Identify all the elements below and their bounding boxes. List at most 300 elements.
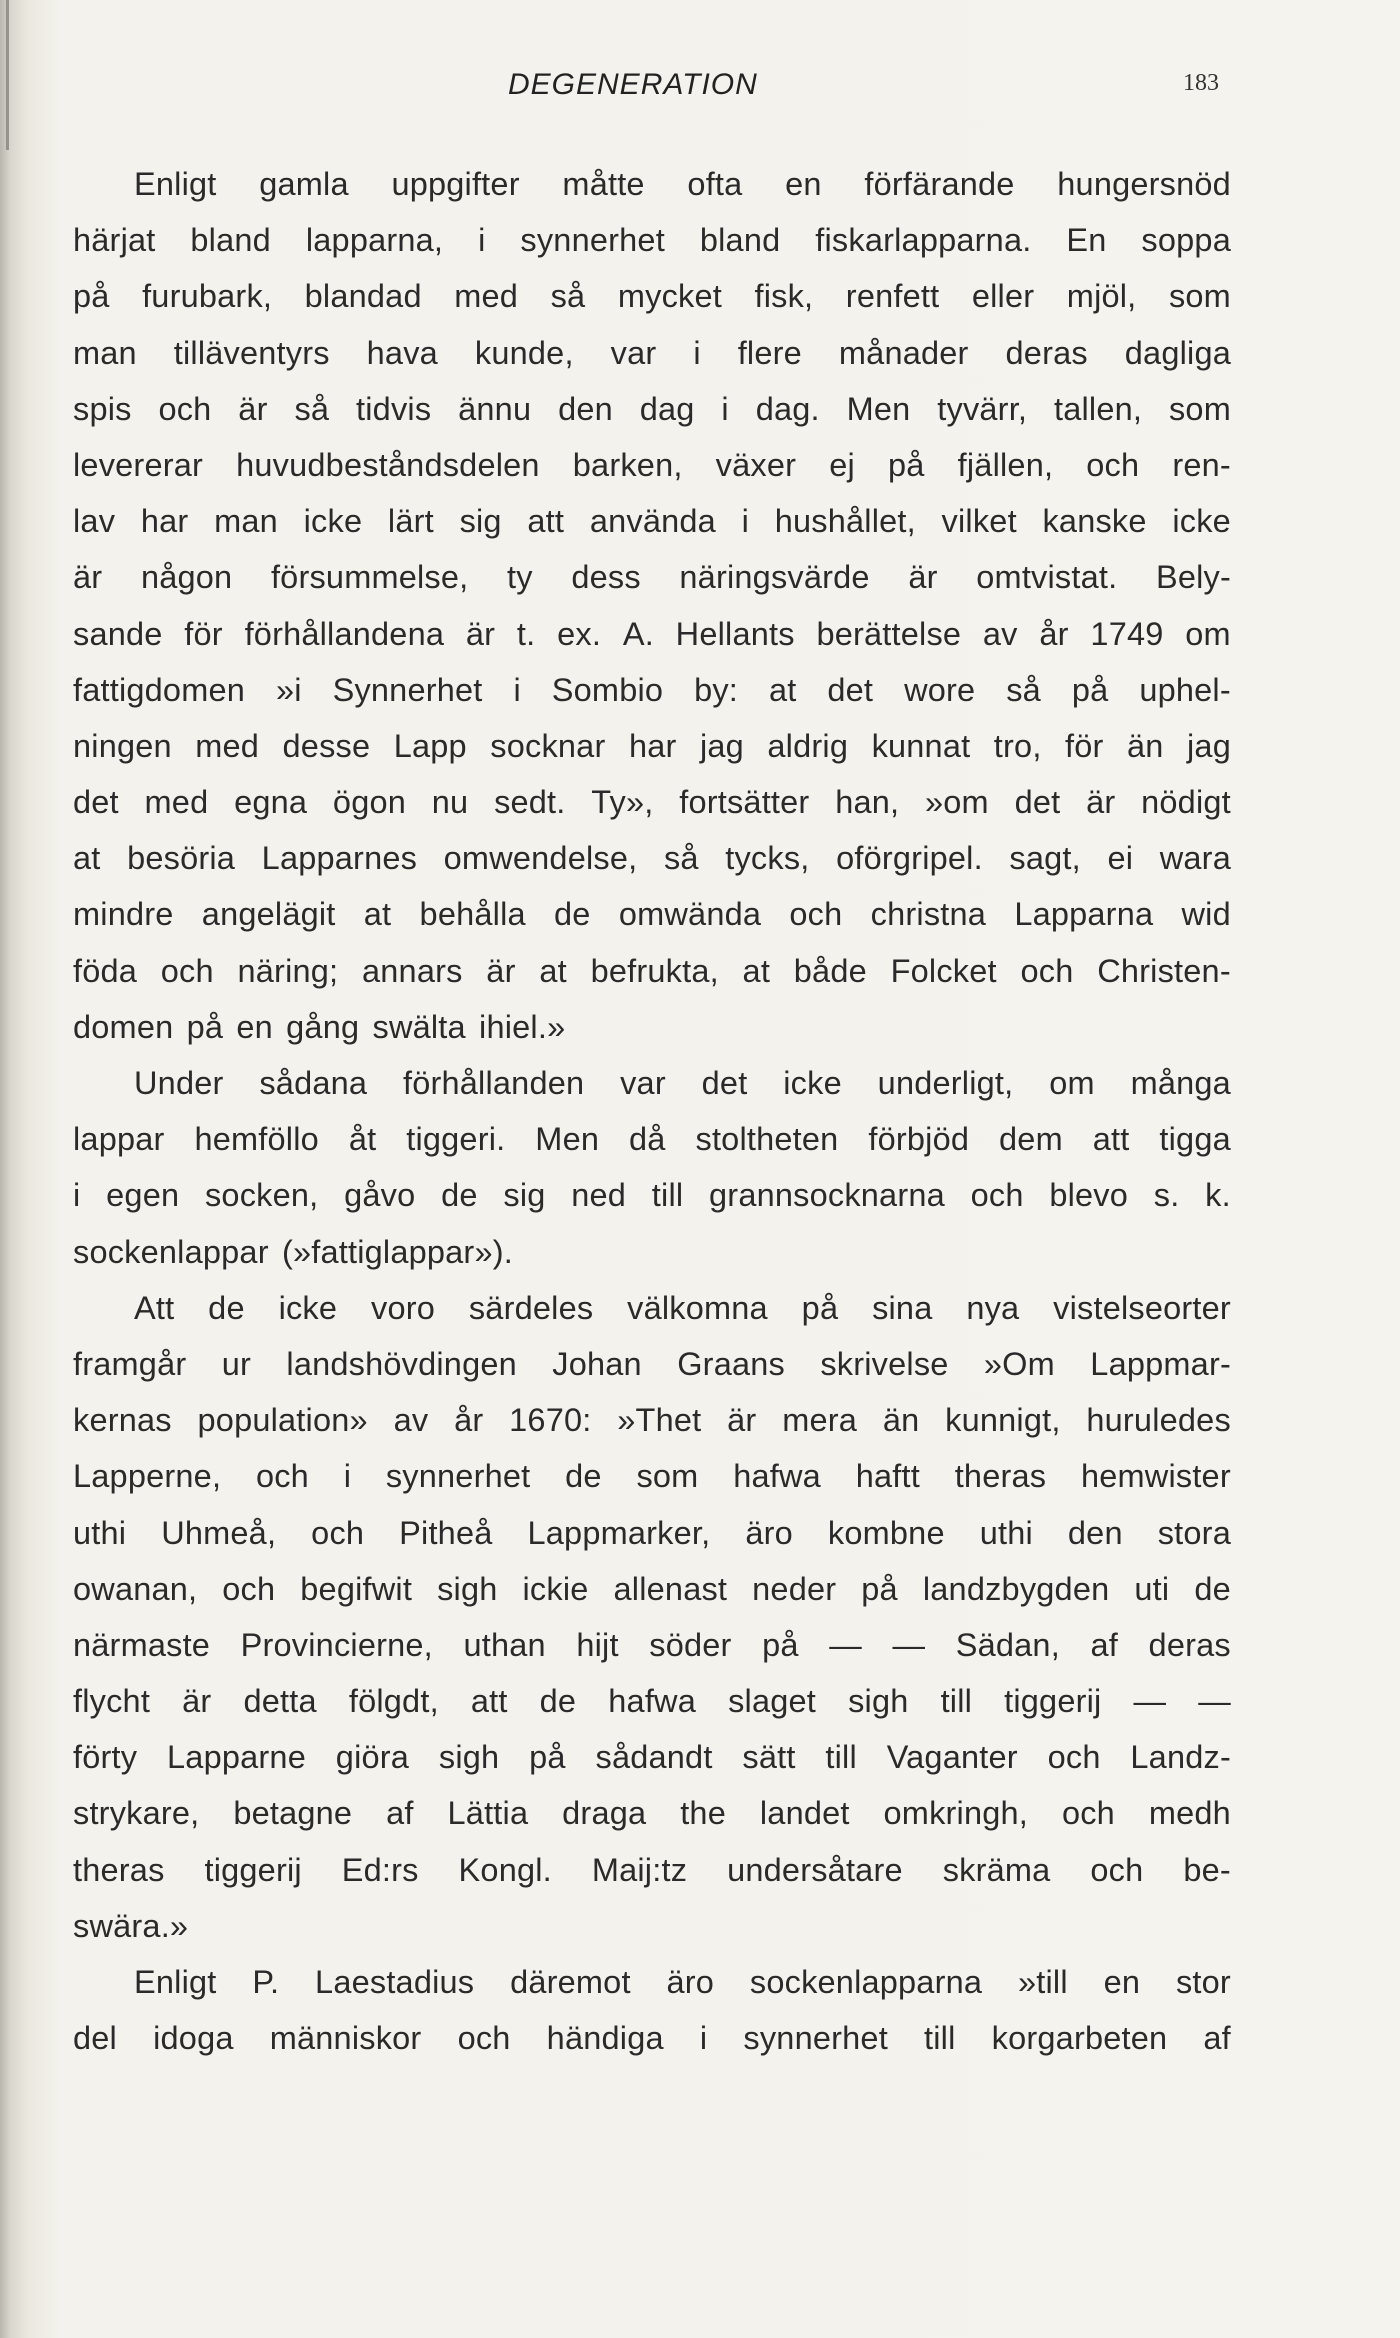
word: har	[140, 503, 189, 540]
word: dag	[639, 390, 695, 427]
text-line	[73, 1842, 1231, 1898]
word: och	[1047, 1739, 1101, 1776]
word: sina	[872, 1289, 933, 1326]
word: ickie	[522, 1570, 589, 1607]
word: sig	[503, 1177, 546, 1214]
word: by:	[694, 671, 739, 708]
word: blandad	[304, 278, 422, 315]
word: —	[829, 1626, 862, 1663]
word: man	[214, 503, 278, 540]
word: deras	[1005, 334, 1088, 371]
word: mjöl,	[1066, 278, 1137, 315]
word: ren-	[1172, 446, 1231, 483]
word: »om	[925, 784, 989, 821]
word: särdeles	[468, 1289, 594, 1326]
word: —	[1133, 1683, 1167, 1720]
word: förhållandena	[244, 615, 445, 652]
text-line	[73, 1055, 1231, 1111]
word: hushållet,	[774, 503, 916, 540]
word: Men	[535, 1121, 600, 1158]
word: nya	[966, 1289, 1020, 1326]
word: at	[768, 671, 797, 708]
text-line	[73, 662, 1231, 718]
word: på	[529, 1739, 566, 1776]
word: Graans	[677, 1345, 785, 1382]
word: är	[727, 1402, 757, 1439]
word: —	[1198, 1683, 1231, 1720]
word: En	[1066, 222, 1107, 259]
word: de	[208, 1289, 245, 1326]
word: till	[940, 1683, 973, 1720]
text-line	[73, 1954, 1231, 2010]
word: fölgdt,	[348, 1683, 439, 1720]
word: en	[1103, 1964, 1141, 2000]
word: lapparna,	[305, 222, 444, 259]
word: och	[970, 1177, 1024, 1214]
word: det	[827, 671, 874, 708]
word: af	[1090, 1626, 1118, 1663]
word: synnerhet	[743, 2020, 888, 2057]
word: uthan	[463, 1626, 546, 1663]
word: landzbygden	[922, 1570, 1110, 1607]
word: kombne	[827, 1514, 945, 1551]
word: vilket	[941, 503, 1017, 540]
word: Ty»,	[591, 784, 654, 821]
word: äro	[745, 1514, 793, 1551]
word: stor	[1175, 1964, 1231, 2000]
word: sigh	[438, 1739, 500, 1776]
text-line	[73, 1280, 1231, 1336]
word: stora	[1157, 1514, 1231, 1551]
word: om	[1185, 615, 1231, 652]
word: icke	[783, 1065, 842, 1101]
word: wid	[1181, 896, 1231, 933]
word: Lapparne	[167, 1739, 306, 1776]
word: deras	[1148, 1626, 1231, 1663]
word: för	[1065, 727, 1104, 764]
word: ögon	[332, 784, 407, 821]
word: Lapp	[393, 727, 467, 764]
text-line	[73, 1392, 1231, 1448]
word: i	[721, 390, 729, 427]
word: vistelseorter	[1053, 1289, 1231, 1326]
word: skrivelse	[820, 1345, 949, 1382]
word: furubark,	[142, 278, 273, 315]
word: skräma	[942, 1851, 1051, 1888]
word: Sädan,	[955, 1626, 1060, 1663]
word: har	[628, 727, 677, 764]
word: Provincierne,	[240, 1626, 433, 1663]
word: annars	[362, 952, 463, 989]
word: icke	[1172, 503, 1231, 540]
word: Hellants	[675, 615, 795, 652]
word: näring;	[237, 952, 339, 989]
text-line	[73, 437, 1231, 493]
word: icke	[278, 1289, 338, 1326]
word: —	[892, 1626, 926, 1663]
word: än	[882, 1402, 920, 1439]
word: befrukta,	[590, 952, 719, 989]
word: uthi	[73, 1514, 127, 1551]
word: förbjöd	[868, 1121, 970, 1158]
word: fiskarlapparna.	[815, 222, 1032, 259]
word: theras	[73, 1851, 165, 1888]
word: så	[663, 840, 699, 877]
word: det	[701, 1065, 748, 1101]
word: åt	[348, 1121, 377, 1158]
word: i	[343, 1458, 352, 1495]
word: föda	[73, 952, 138, 989]
word: kunde,	[474, 334, 574, 371]
word: synnerhet	[385, 1458, 531, 1495]
word: sigh	[437, 1570, 498, 1607]
word: hemföllo	[194, 1121, 319, 1158]
word: den	[558, 390, 613, 427]
body-text	[73, 156, 1231, 2066]
word: at	[363, 896, 392, 933]
word: levererar	[73, 446, 204, 483]
word: så	[1006, 671, 1041, 708]
word: uti	[1134, 1570, 1170, 1607]
word: så	[294, 390, 330, 427]
word: fortsätter	[679, 784, 810, 821]
word: Synnerhet	[332, 671, 483, 708]
word: för	[184, 615, 223, 652]
word: förhållanden	[402, 1065, 585, 1101]
word: undersåtare	[727, 1851, 903, 1888]
word: var	[610, 334, 657, 371]
word: Lappmarker,	[527, 1514, 711, 1551]
word: de	[554, 896, 591, 933]
word: icke	[303, 503, 363, 540]
word: han,	[835, 784, 900, 821]
word: Lapparnes	[261, 840, 418, 877]
word: av	[982, 615, 1018, 652]
word: korgarbeten	[991, 2020, 1168, 2057]
word: be-	[1183, 1851, 1231, 1888]
word: ur	[221, 1345, 252, 1382]
word: det	[1014, 784, 1061, 821]
word: Under	[134, 1065, 224, 1101]
word: Sombio	[551, 671, 664, 708]
word: synnerhet	[520, 222, 665, 259]
word: flere	[737, 334, 802, 371]
word: Johan	[552, 1345, 642, 1382]
word: uthi	[979, 1514, 1033, 1551]
word: tilläventyrs	[173, 334, 330, 371]
text-line	[73, 718, 1231, 774]
word: slaget	[728, 1683, 817, 1720]
word: månader	[838, 334, 969, 371]
word: theras	[954, 1458, 1047, 1495]
word: och	[158, 390, 212, 427]
word: på	[801, 1289, 839, 1326]
word: som	[636, 1458, 699, 1495]
running-head	[0, 68, 1400, 108]
text-line	[73, 549, 1231, 605]
text-line	[73, 156, 1231, 212]
word: del	[73, 2020, 117, 2057]
word: tidvis	[356, 390, 432, 427]
word: sagt,	[1009, 840, 1081, 877]
word: berättelse	[816, 615, 962, 652]
word: de	[1194, 1570, 1231, 1607]
word: grannsocknarna	[709, 1177, 945, 1214]
word: och	[457, 2020, 511, 2057]
word: ofta	[687, 166, 743, 202]
word: på	[762, 1626, 799, 1663]
word: fisk,	[754, 278, 814, 315]
word: medh	[1148, 1795, 1231, 1832]
word: population»	[197, 1402, 368, 1439]
word: sådana	[259, 1065, 368, 1101]
word: växer	[715, 446, 797, 483]
word: desse	[282, 727, 371, 764]
word: och	[789, 896, 843, 933]
word: Pitheå	[399, 1514, 493, 1551]
word: söder	[649, 1626, 732, 1663]
word: händiga	[546, 2020, 664, 2057]
word: bland	[699, 222, 781, 259]
word: en	[785, 166, 822, 202]
word: af	[386, 1795, 414, 1832]
word: tiggerij	[1004, 1683, 1102, 1720]
word: ex.	[557, 615, 602, 652]
word: at	[742, 952, 771, 989]
word: mycket	[617, 278, 722, 315]
word: betagne	[233, 1795, 353, 1832]
text-line	[73, 774, 1231, 830]
word: »i	[275, 671, 302, 708]
word: är	[1086, 784, 1116, 821]
word: Folcket	[890, 952, 997, 989]
word: förty	[73, 1739, 138, 1776]
word: förfärande	[864, 166, 1015, 202]
word: Lättia	[447, 1795, 529, 1832]
word: de	[565, 1458, 602, 1495]
word: behålla	[419, 896, 526, 933]
text-line	[73, 1673, 1231, 1729]
word: det	[73, 784, 119, 821]
word: med	[195, 727, 260, 764]
word: nu	[431, 784, 469, 821]
word: härjat	[73, 222, 156, 259]
word: hungersnöd	[1057, 166, 1231, 202]
word: tiggerij	[204, 1851, 302, 1888]
word: ningen	[73, 727, 172, 764]
text-line	[73, 325, 1231, 381]
word: huruledes	[1086, 1402, 1231, 1439]
word: då	[629, 1121, 666, 1158]
word: gamla	[259, 166, 349, 202]
word: på	[861, 1570, 898, 1607]
word: hijt	[576, 1626, 619, 1663]
word: i	[699, 2020, 708, 2057]
word: någon	[140, 559, 233, 596]
text-line	[73, 1111, 1231, 1167]
word: om	[1049, 1065, 1095, 1101]
word: aldrig	[767, 727, 849, 764]
word: lärt	[387, 503, 434, 540]
word: ei	[1107, 840, 1134, 877]
word: Uhmeå,	[161, 1514, 277, 1551]
text-line	[73, 1785, 1231, 1841]
word: angelägit	[201, 896, 336, 933]
word: besöria	[127, 840, 236, 877]
word: på	[73, 278, 110, 315]
word: Laestadius	[315, 1964, 475, 2000]
word: försummelse,	[270, 559, 469, 596]
word: Kongl.	[458, 1851, 552, 1888]
text-line	[73, 1561, 1231, 1617]
word: i	[693, 334, 701, 371]
word: allenast	[613, 1570, 728, 1607]
word: Enligt	[134, 166, 217, 202]
word: A.	[622, 615, 654, 652]
word: och	[255, 1458, 309, 1495]
word: hafwa	[733, 1458, 821, 1495]
word: än	[1127, 727, 1164, 764]
word: och	[1086, 446, 1140, 483]
word: the	[680, 1795, 726, 1832]
word: är	[73, 559, 103, 596]
word: »Om	[983, 1345, 1055, 1382]
word: ty	[507, 559, 533, 596]
word: P.	[252, 1964, 280, 2000]
word: sådandt	[595, 1739, 713, 1776]
word: stoltheten	[695, 1121, 839, 1158]
word: i	[513, 671, 521, 708]
word: fjällen,	[957, 446, 1054, 483]
word: sig	[459, 503, 502, 540]
word: tycks,	[725, 840, 810, 877]
word: Bely-	[1155, 559, 1231, 596]
text-line	[73, 1167, 1231, 1223]
word: Enligt	[134, 1964, 217, 2000]
word: i	[741, 503, 750, 540]
word: eller	[971, 278, 1035, 315]
text-line	[73, 943, 1231, 999]
word: på	[1071, 671, 1109, 708]
word: välkomna	[627, 1289, 768, 1326]
word: däremot	[510, 1964, 631, 2000]
word: ännu	[458, 390, 532, 427]
word: dess	[571, 559, 641, 596]
text-line: sockenlappar (»fattiglappar»).	[73, 1233, 513, 1270]
word: är	[465, 615, 496, 652]
word: tallen,	[1054, 390, 1143, 427]
text-line	[73, 1336, 1231, 1392]
word: var	[620, 1065, 666, 1101]
word: t.	[516, 615, 536, 652]
word: idoga	[153, 2020, 234, 2057]
text-line	[73, 1729, 1231, 1785]
word: begifwit	[300, 1570, 413, 1607]
word: Ed:rs	[341, 1851, 419, 1888]
word: omwendelse,	[443, 840, 638, 877]
word: så	[550, 278, 586, 315]
word: kunnat	[871, 727, 971, 764]
word: och	[222, 1570, 276, 1607]
word: till	[924, 2020, 956, 2057]
word: sockenlapparna	[749, 1964, 983, 2000]
word: soppa	[1141, 222, 1231, 259]
word: de	[539, 1683, 577, 1720]
word: kunnigt,	[945, 1402, 1061, 1439]
word: både	[793, 952, 867, 989]
word: ej	[829, 446, 855, 483]
word: att	[1092, 1121, 1130, 1158]
text-line	[73, 1505, 1231, 1561]
word: Christen-	[1097, 952, 1231, 989]
word: till	[825, 1739, 857, 1776]
word: oförgripel.	[836, 840, 983, 877]
word: bland	[190, 222, 271, 259]
word: flycht	[73, 1683, 151, 1720]
word: Att	[134, 1289, 175, 1326]
word: kernas	[73, 1402, 172, 1439]
text-line: domen på en gång swälta ihiel.»	[73, 1008, 566, 1045]
word: wore	[904, 671, 976, 708]
word: owanan,	[73, 1570, 198, 1607]
word: omtvistat.	[976, 559, 1118, 596]
word: strykare,	[73, 1795, 200, 1832]
word: man	[73, 334, 137, 371]
word: människor	[269, 2020, 422, 2057]
word: hava	[366, 334, 438, 371]
word: christna	[870, 896, 987, 933]
word: landet	[759, 1795, 850, 1832]
word: Lappmar-	[1090, 1345, 1231, 1382]
word: den	[1067, 1514, 1123, 1551]
word: tyvärr,	[937, 390, 1028, 427]
word: är	[486, 952, 516, 989]
word: giöra	[335, 1739, 410, 1776]
word: uphel-	[1139, 671, 1231, 708]
word: mera	[782, 1402, 858, 1439]
word: wara	[1159, 840, 1231, 877]
word: år	[1039, 615, 1069, 652]
word: k.	[1205, 1177, 1231, 1214]
word: näringsvärde	[679, 559, 870, 596]
word: fattigdomen	[73, 671, 246, 708]
text-line	[73, 381, 1231, 437]
word: och	[160, 952, 214, 989]
word: dagliga	[1124, 334, 1231, 371]
word: 1749	[1090, 615, 1164, 652]
word: draga	[562, 1795, 647, 1832]
word: Men	[846, 390, 911, 427]
word: »Thet	[617, 1402, 702, 1439]
word: många	[1130, 1065, 1231, 1101]
word: haftt	[855, 1458, 920, 1495]
word: detta	[243, 1683, 317, 1720]
word: på	[888, 446, 925, 483]
word: at	[539, 952, 567, 989]
word: till	[651, 1177, 684, 1214]
word: lav	[73, 503, 116, 540]
word: egen	[106, 1177, 180, 1214]
word: egna	[234, 784, 308, 821]
text-line	[73, 212, 1231, 268]
word: barken,	[572, 446, 683, 483]
word: ned	[571, 1177, 627, 1214]
word: blevo	[1049, 1177, 1129, 1214]
text-line	[73, 1617, 1231, 1673]
word: Lapperne,	[73, 1458, 222, 1495]
word: och	[1020, 952, 1074, 989]
word: är	[182, 1683, 212, 1720]
